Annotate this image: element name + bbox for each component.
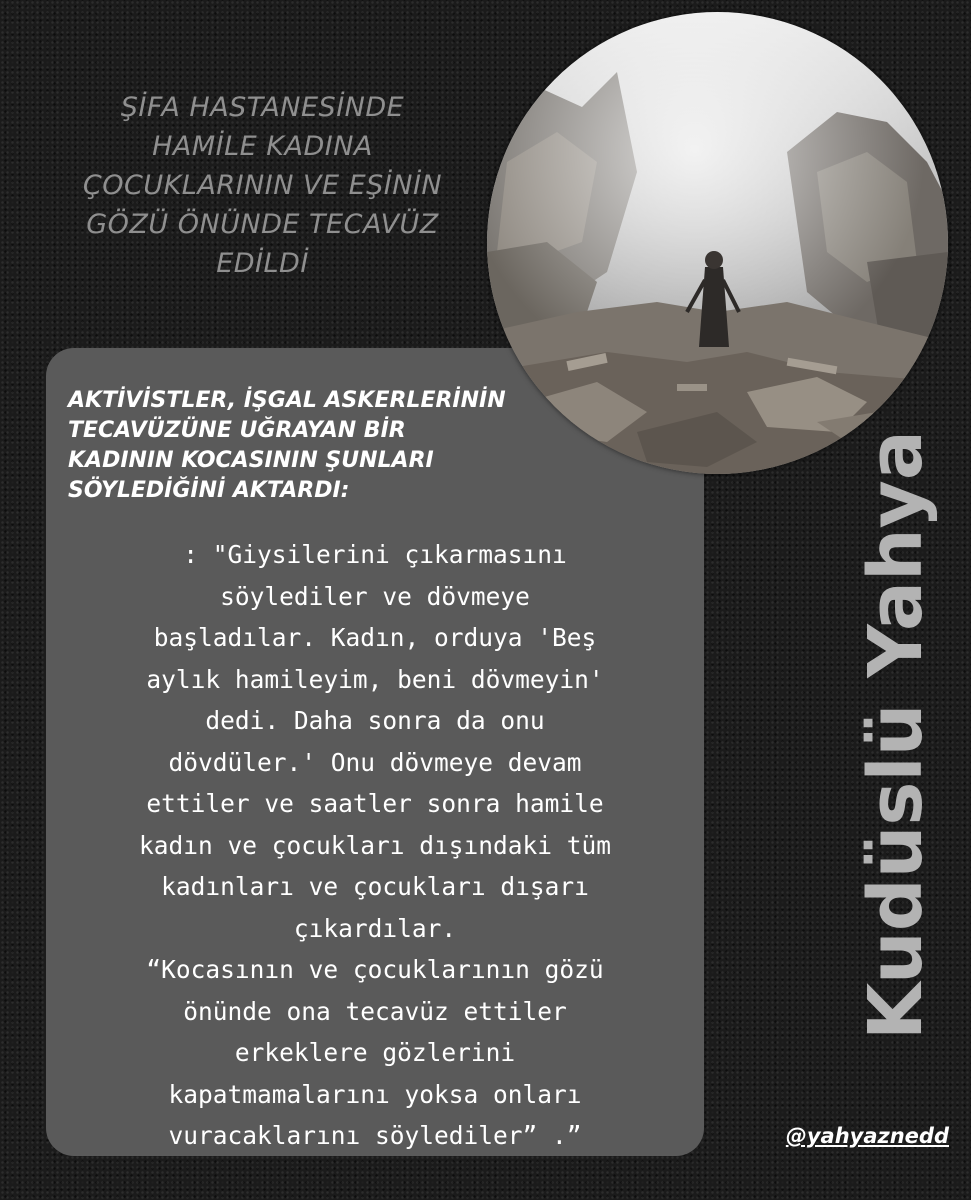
quote-line: : "Giysilerini çıkarmasını <box>183 540 567 569</box>
quote-line: başladılar. Kadın, orduya 'Beş <box>153 623 597 652</box>
quote-line: ettiler ve saatler sonra hamile <box>146 789 604 818</box>
intro-line: SÖYLEDİĞİNİ AKTARDI: <box>68 478 350 503</box>
quote-line: söylediler ve dövmeye <box>220 581 530 611</box>
quote-line: erkeklere gözlerini <box>234 1038 516 1067</box>
quote-line: “Kocasının ve çocuklarının gözü <box>146 955 604 984</box>
quote-line: önünde ona tecavüz ettiler <box>183 996 567 1026</box>
headline-line: EDİLDİ <box>216 248 309 279</box>
headline-line: ÇOCUKLARININ VE EŞİNİN <box>82 170 443 201</box>
quote-line: kadın ve çocukları dışındaki tüm <box>138 830 611 860</box>
headline <box>40 88 485 283</box>
intro-text <box>68 386 588 506</box>
headline-line: ŞİFA HASTANESİNDE <box>120 92 405 123</box>
quote-line: vuracaklarını söylediler” .” <box>168 1121 582 1150</box>
quote-text <box>60 534 690 1157</box>
quote-line: aylık hamileyim, beni dövmeyin' <box>146 664 604 694</box>
headline-line: GÖZÜ ÖNÜNDE TECAVÜZ <box>86 209 439 240</box>
quote-line: kadınları ve çocukları dışarı <box>161 872 589 901</box>
brand-watermark: Kudüslü Yahya <box>853 430 939 1040</box>
intro-line: TECAVÜZÜNE UĞRAYAN BİR <box>68 418 406 443</box>
quote-line: dedi. Daha sonra da onu <box>205 706 545 735</box>
intro-line: AKTİVİSTLER, İŞGAL ASKERLERİNİN <box>68 388 506 413</box>
quote-line: kapatmamalarını yoksa onları <box>168 1079 582 1109</box>
social-handle-link[interactable]: @yahyaznedd <box>785 1124 949 1148</box>
intro-line: KADININ KOCASININ ŞUNLARI <box>68 448 434 473</box>
quote-line: dövdüler.' Onu dövmeye devam <box>168 747 582 777</box>
quote-line: çıkardılar. <box>293 913 457 943</box>
headline-line: HAMİLE KADINA <box>152 131 373 162</box>
